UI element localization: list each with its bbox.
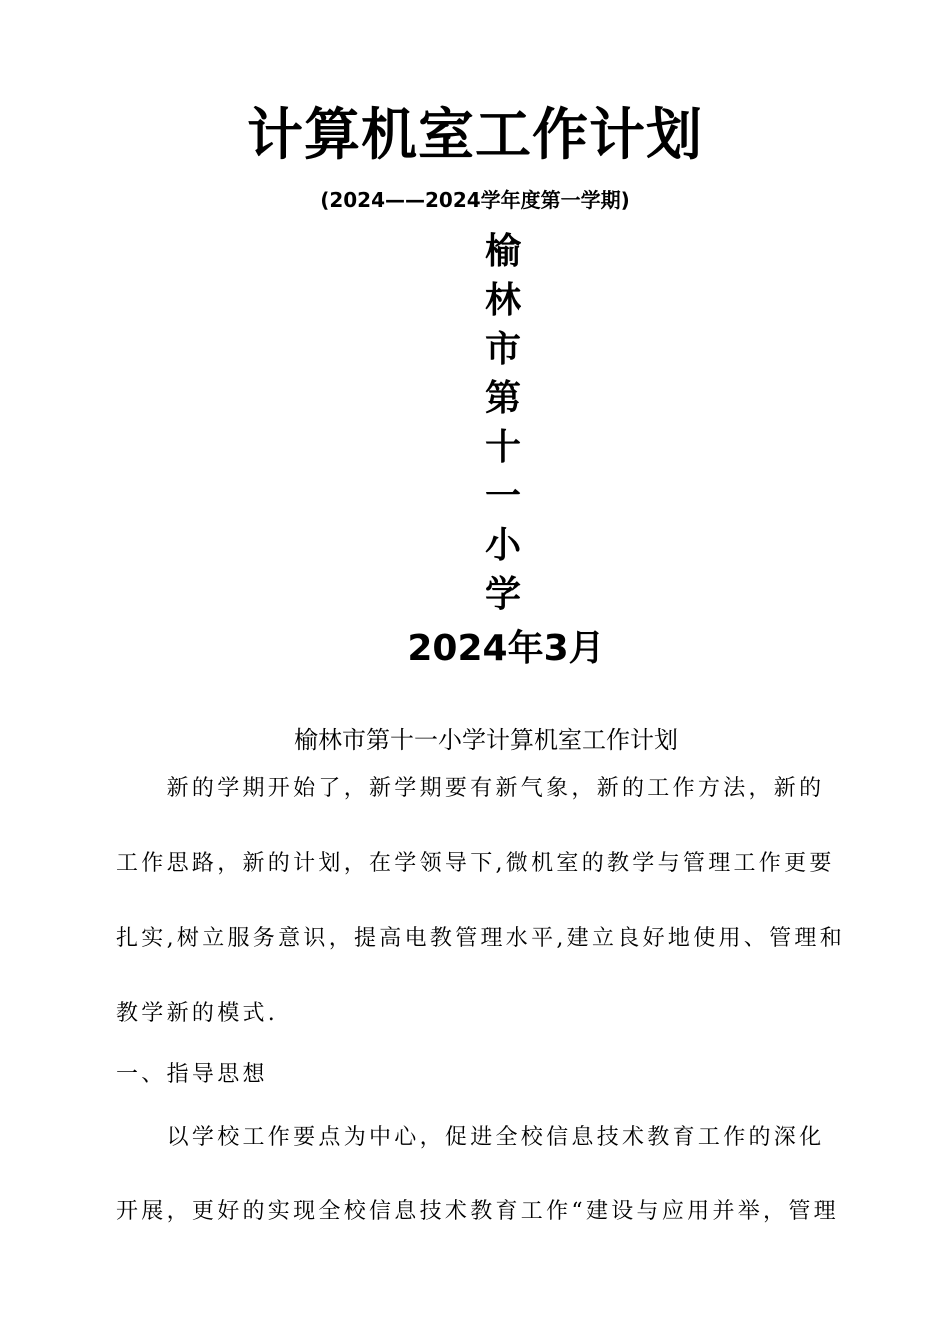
school-name-char: 十 [484, 427, 521, 468]
school-name-char: 榆 [484, 231, 521, 272]
section-heading: 榆林市第十一小学计算机室工作计划 [294, 726, 678, 754]
paragraph-line: 工作思路，新的计划，在学领导下,微机室的教学与管理工作更要 [116, 851, 835, 876]
paragraph-line: 新的学期开始了，新学期要有新气象，新的工作方法，新的 [116, 776, 825, 801]
school-name-char: 一 [484, 476, 521, 517]
academic-year-subtitle: (2024——2024学年度第一学期) [320, 188, 630, 212]
section-label: 一、指导思想 [116, 1062, 268, 1087]
paragraph-line: 开展，更好的实现全校信息技术教育工作“建设与应用并举，管理 [116, 1199, 839, 1224]
school-name-char: 第 [484, 378, 521, 419]
school-name-char: 学 [484, 574, 521, 615]
school-name-char: 小 [484, 525, 521, 566]
paragraph-line: 教学新的模式. [116, 1001, 279, 1026]
school-name-vertical [430, 227, 576, 619]
school-name-char: 市 [484, 329, 521, 370]
paragraph-line: 以学校工作要点为中心，促进全校信息技术教育工作的深化 [116, 1125, 825, 1150]
paragraph-line: 扎实,树立服务意识，提高电教管理水平,建立良好地使用、管理和 [116, 926, 845, 951]
cover-date: 2024年3月 [407, 628, 605, 669]
document-title: 计算机室工作计划 [247, 103, 703, 168]
school-name-char: 林 [484, 280, 521, 321]
